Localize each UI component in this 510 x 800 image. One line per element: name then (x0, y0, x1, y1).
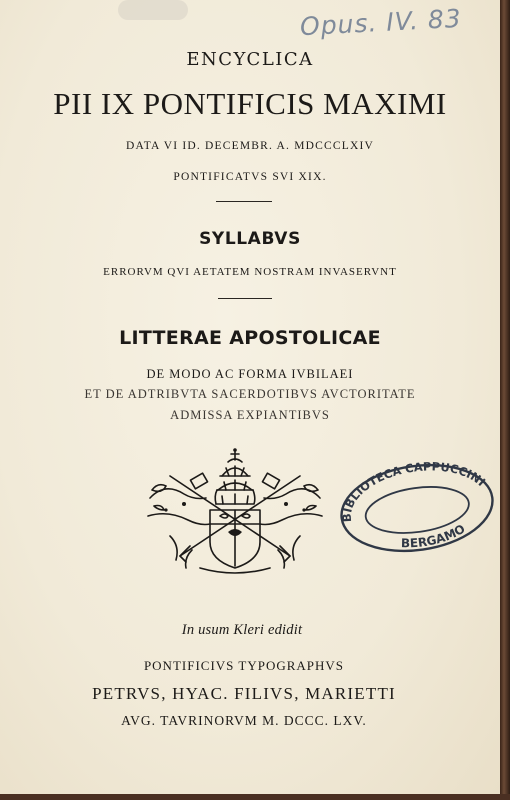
imprint-printer: PONTIFICIVS TYPOGRAPHVS (143, 658, 345, 673)
divider-rule (216, 201, 272, 202)
syllabus-heading: SYLLABVS (199, 229, 301, 249)
stamp-top-text: BIBLIOTECA CAPPUCCINI (339, 459, 489, 523)
faded-mark (118, 0, 188, 20)
litterae-line-1: DE MODO AC FORMA IVBILAEI (146, 367, 354, 381)
title-pope-name: PII IX PONTIFICIS MAXIMI (53, 86, 447, 121)
imprint-place-year: AVG. TAVRINORVM M. DCCC. LXV. (121, 713, 367, 728)
papal-crest-icon (140, 446, 330, 581)
title-pontificate: PONTIFICATVS SVI XIX. (173, 171, 327, 183)
divider-rule (218, 298, 272, 299)
litterae-line-3: ADMISSA EXPIANTIBVS (170, 408, 330, 422)
stamp-bottom-text: BERGAMO (400, 521, 468, 551)
imprint-name: PETRVS, HYAC. FILIVS, MARIETTI (92, 684, 396, 703)
title-encyclica: ENCYCLICA (186, 49, 314, 70)
title-date: DATA VI ID. DECEMBR. A. MDCCCLXIV (125, 140, 375, 152)
litterae-heading: LITTERAE APOSTOLICAE (119, 327, 381, 349)
library-stamp-icon (337, 458, 497, 558)
syllabus-subtitle: ERRORVM QVI AETATEM NOSTRAM INVASERVNT (103, 266, 397, 278)
book-edge-bottom (0, 794, 510, 800)
handwritten-shelfmark: Opus. IV. 83 (299, 3, 463, 42)
imprint-edidit: In usum Kleri edidit (181, 622, 303, 638)
litterae-line-2: ET DE ADTRIBVTA SACERDOTIBVS AVCTORITATE (84, 387, 416, 401)
book-edge (500, 0, 510, 800)
